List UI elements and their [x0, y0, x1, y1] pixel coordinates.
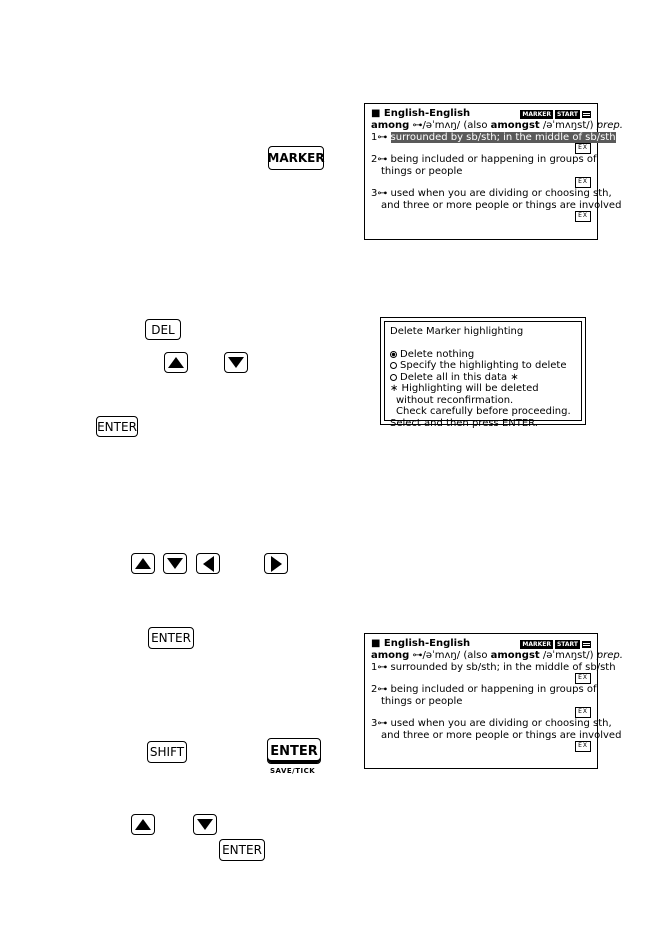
- down-arrow-key: [163, 553, 187, 574]
- marker-key: MARKER: [268, 146, 324, 170]
- headword-line: among ⊶/əˈmʌŋ/ (also amongst /əˈmʌŋst/) prep.: [371, 650, 623, 661]
- dictionary-screen-cleared: [364, 633, 623, 769]
- headword-line: among ⊶/əˈmʌŋ/ (also amongst /əˈmʌŋst/) prep.: [371, 120, 623, 131]
- delete-marker-dialog: [380, 317, 586, 429]
- dialog-note-3: Check carefully before proceeding.: [396, 406, 571, 417]
- start-badge: START: [556, 640, 578, 648]
- enter-key: ENTER: [96, 416, 138, 437]
- sense-3-line2: and three or more people or things are involved: [381, 199, 622, 211]
- marker-badge: MARKER: [522, 640, 551, 648]
- screen-title: ■ English-English: [371, 638, 471, 650]
- ex-icon: EX: [575, 143, 591, 154]
- menu-icon: [582, 641, 591, 648]
- dialog-title: Delete Marker highlighting: [390, 326, 524, 337]
- enter-save-tick-key: ENTER: [267, 738, 321, 764]
- down-arrow-key: [224, 352, 248, 373]
- dialog-note-2: without reconfirmation.: [396, 394, 514, 406]
- start-badge: START: [556, 110, 578, 118]
- option-delete-nothing: Delete nothing: [390, 349, 576, 361]
- marker-badge: MARKER: [522, 110, 551, 118]
- sense-2-line1: 2⊶ being included or happening in groups of: [371, 684, 597, 695]
- ex-icon: EX: [575, 707, 591, 718]
- option-delete-all: Delete all in this data ∗: [390, 372, 576, 384]
- radio-selected-icon: [390, 351, 397, 358]
- screen-title: ■ English-English: [371, 108, 471, 120]
- up-arrow-key: [131, 814, 155, 835]
- right-arrow-key: [264, 553, 288, 574]
- del-key: DEL: [145, 319, 181, 340]
- enter-key: ENTER: [219, 839, 265, 861]
- sense-1: 1⊶ surrounded by sb/sth; in the middle of sb/sth: [371, 661, 616, 673]
- radio-icon: [390, 374, 397, 381]
- sense-2-line2: things or people: [381, 695, 463, 707]
- ex-icon: EX: [575, 741, 591, 752]
- menu-icon: [582, 111, 591, 118]
- ex-icon: EX: [575, 673, 591, 684]
- dialog-footer: Select and then press ENTER.: [390, 417, 538, 429]
- down-arrow-key: [193, 814, 217, 835]
- sense-2-line1: 2⊶ being included or happening in groups of: [371, 154, 597, 165]
- sense-3-line1: 3⊶ used when you are dividing or choosing sth,: [371, 718, 612, 729]
- highlighted-text: surrounded by sb/sth; in the middle of sb/sth: [390, 131, 616, 143]
- sense-3-line2: and three or more people or things are involved: [381, 729, 622, 741]
- up-arrow-key: [164, 352, 188, 373]
- left-arrow-key: [196, 553, 220, 574]
- sense-3-line1: 3⊶ used when you are dividing or choosing sth,: [371, 188, 612, 199]
- ex-icon: EX: [575, 177, 591, 188]
- dictionary-screen-marker: [364, 103, 623, 240]
- up-arrow-key: [131, 553, 155, 574]
- save-tick-label: SAVE/TICK: [270, 767, 316, 775]
- shift-key: SHIFT: [147, 741, 187, 763]
- dialog-note-1: ∗ Highlighting will be deleted: [390, 383, 539, 394]
- ex-icon: EX: [575, 211, 591, 222]
- sense-1: 1⊶ surrounded by sb/sth; in the middle of sb/sth: [371, 131, 616, 143]
- sense-2-line2: things or people: [381, 165, 463, 177]
- radio-icon: [390, 362, 397, 369]
- enter-key: ENTER: [148, 627, 194, 649]
- option-specify: Specify the highlighting to delete: [390, 360, 576, 372]
